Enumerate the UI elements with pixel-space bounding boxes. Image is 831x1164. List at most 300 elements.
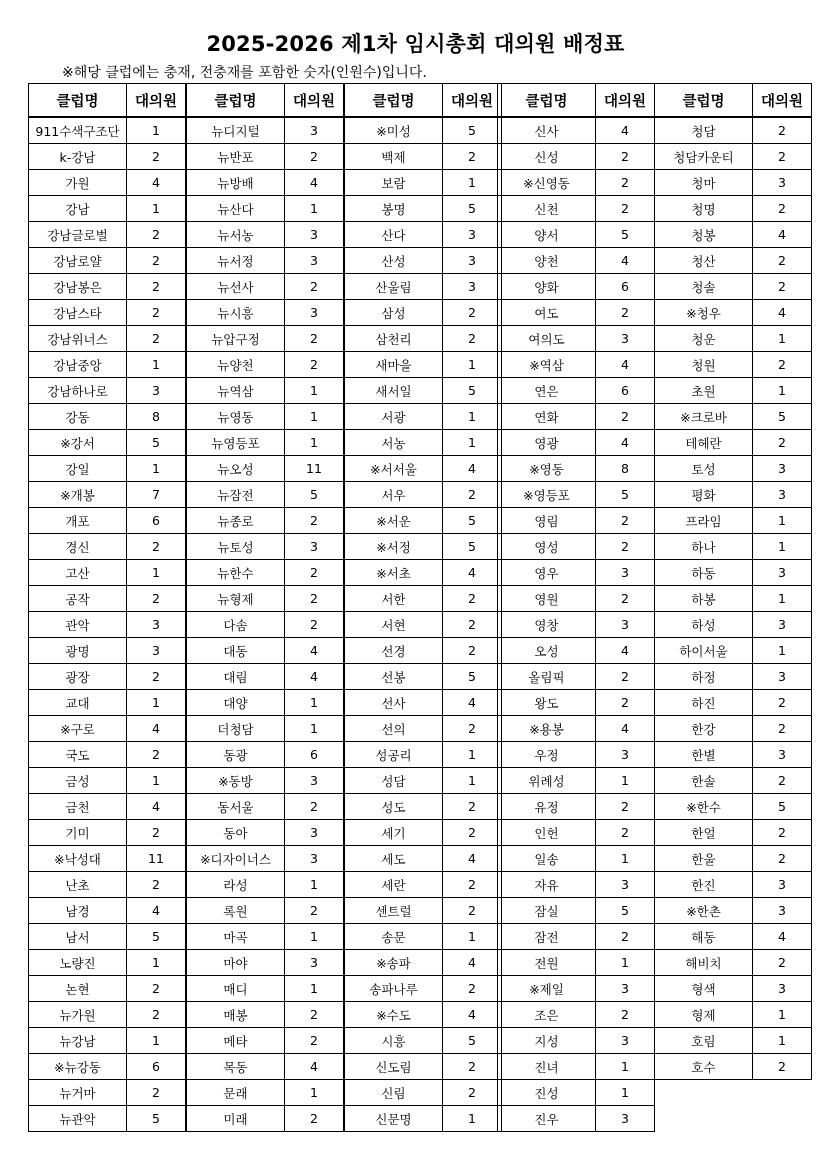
delegate-count: 4 [596,430,655,456]
delegate-count: 4 [596,638,655,664]
table-row [498,404,655,430]
club-name: ※수도 [345,1002,443,1028]
table-row [498,196,655,222]
table-row [29,794,186,820]
delegate-count: 1 [443,1106,502,1132]
delegate-count: 2 [753,430,812,456]
club-name: ※서정 [345,534,443,560]
delegate-count: 2 [127,248,186,274]
delegate-count: 2 [285,1028,344,1054]
club-name: 대양 [187,690,285,716]
club-name: 금천 [29,794,127,820]
delegate-count: 3 [285,820,344,846]
delegate-count: 2 [285,144,344,170]
club-name: 문래 [187,1080,285,1106]
club-name: 삼성 [345,300,443,326]
club-name: ※제일 [498,976,596,1002]
table-row [498,1106,655,1132]
table-row [655,534,812,560]
table-row [187,1080,344,1106]
club-name: 광명 [29,638,127,664]
table-row [655,586,812,612]
delegate-count: 2 [753,690,812,716]
table-row [345,326,502,352]
table-row [187,117,344,144]
table-row [345,638,502,664]
header-club-name: 클럽명 [187,84,285,118]
club-name: 뉴가원 [29,1002,127,1028]
club-name: 뉴방배 [187,170,285,196]
table-row [29,300,186,326]
header-club-name: 클럽명 [345,84,443,118]
club-name: 여의도 [498,326,596,352]
header-delegates: 대의원 [753,84,812,118]
club-name: 청봉 [655,222,753,248]
delegate-count: 4 [127,898,186,924]
club-name: 청운 [655,326,753,352]
table-row [29,976,186,1002]
delegate-count: 1 [443,742,502,768]
table-row [498,170,655,196]
table-row [187,690,344,716]
delegate-count: 2 [443,820,502,846]
delegate-count: 5 [753,404,812,430]
club-name: 난초 [29,872,127,898]
table-row [655,612,812,638]
table-row [498,1080,655,1106]
table-row [187,560,344,586]
club-name: 인헌 [498,820,596,846]
table-row [29,170,186,196]
table-row [345,482,502,508]
table-row [655,248,812,274]
club-name: 호수 [655,1054,753,1080]
table-row [187,378,344,404]
club-name: 뉴토성 [187,534,285,560]
club-name: ※한촌 [655,898,753,924]
club-name: 청담카운티 [655,144,753,170]
club-name: 연은 [498,378,596,404]
club-name: 한솔 [655,768,753,794]
delegate-count: 2 [443,872,502,898]
club-name: 뉴시흥 [187,300,285,326]
table-row [655,898,812,924]
delegate-count: 1 [753,534,812,560]
club-name: 청솔 [655,274,753,300]
club-name: ※디자이너스 [187,846,285,872]
delegate-count: 6 [285,742,344,768]
club-name: 뉴서정 [187,248,285,274]
delegate-count: 3 [753,872,812,898]
table-row [345,742,502,768]
club-name: 한울 [655,846,753,872]
header-club-name: 클럽명 [498,84,596,118]
table-row [187,534,344,560]
table-row [29,612,186,638]
club-name: 남서 [29,924,127,950]
club-name: 뉴역삼 [187,378,285,404]
delegate-count: 1 [285,690,344,716]
delegate-count: 3 [753,170,812,196]
table-row [655,378,812,404]
club-name: 강남 [29,196,127,222]
club-name: 록원 [187,898,285,924]
club-name: 영우 [498,560,596,586]
club-name: 한강 [655,716,753,742]
club-name: 하진 [655,690,753,716]
table-row [187,326,344,352]
delegate-count: 3 [443,222,502,248]
table-row [29,872,186,898]
delegate-count: 2 [443,1054,502,1080]
delegate-count: 4 [596,117,655,144]
club-name: 세란 [345,872,443,898]
club-name: 호림 [655,1028,753,1054]
club-name: 조은 [498,1002,596,1028]
table-row [345,950,502,976]
table-row [498,976,655,1002]
club-name: 토성 [655,456,753,482]
club-name: 공작 [29,586,127,612]
table-row [655,690,812,716]
table-row [345,196,502,222]
club-name: 새마을 [345,352,443,378]
table-header [655,84,812,118]
delegate-count: 11 [127,846,186,872]
delegate-count: 1 [285,976,344,1002]
delegate-count: 1 [443,352,502,378]
delegate-count: 5 [443,378,502,404]
club-name: 잠실 [498,898,596,924]
delegate-count: 1 [285,716,344,742]
table-row [187,248,344,274]
table-row [187,404,344,430]
delegate-count: 1 [753,326,812,352]
table-row [187,456,344,482]
table-row [29,1106,186,1132]
table-row [655,1054,812,1080]
table-row [29,378,186,404]
table-row [655,1002,812,1028]
delegate-count: 3 [596,560,655,586]
delegate-count: 1 [127,196,186,222]
delegate-count: 1 [596,1080,655,1106]
delegate-count: 1 [127,768,186,794]
club-name: 영성 [498,534,596,560]
delegate-count: 5 [443,534,502,560]
table-row [655,976,812,1002]
club-name: 강남위너스 [29,326,127,352]
club-name: ※서운 [345,508,443,534]
delegate-count: 2 [596,586,655,612]
table-row [498,820,655,846]
club-table-1 [28,83,186,1132]
table-row [498,378,655,404]
delegate-count: 2 [753,196,812,222]
table-row [345,872,502,898]
table-row [655,300,812,326]
club-name: 미래 [187,1106,285,1132]
table-row [498,456,655,482]
table-row [655,950,812,976]
delegate-count: 5 [596,482,655,508]
table-row [29,248,186,274]
delegate-count: 2 [596,534,655,560]
table-row [29,820,186,846]
table-row [345,1080,502,1106]
club-name: 광장 [29,664,127,690]
table-row [498,248,655,274]
table-row [498,872,655,898]
delegate-count: 5 [443,117,502,144]
table-row [29,690,186,716]
table-row [29,664,186,690]
table-row [29,456,186,482]
club-name: 대동 [187,638,285,664]
table-row [498,586,655,612]
table-row [29,482,186,508]
club-name: 개포 [29,508,127,534]
club-name: 하성 [655,612,753,638]
table-row [187,482,344,508]
club-name: ※크로바 [655,404,753,430]
delegate-count: 4 [127,170,186,196]
delegate-count: 3 [753,560,812,586]
delegate-count: 2 [443,794,502,820]
delegate-count: 4 [127,716,186,742]
table-row [655,117,812,144]
delegate-count: 1 [596,846,655,872]
delegate-count: 2 [285,1106,344,1132]
delegate-count: 3 [285,846,344,872]
delegate-count: 1 [753,638,812,664]
delegate-count: 1 [285,378,344,404]
club-name: 진우 [498,1106,596,1132]
club-name: 양화 [498,274,596,300]
delegate-count: 5 [127,924,186,950]
delegate-count: 4 [285,170,344,196]
club-name: 국도 [29,742,127,768]
delegate-count: 4 [596,248,655,274]
delegate-count: 4 [753,300,812,326]
table-row [187,274,344,300]
delegate-count: 4 [285,664,344,690]
delegate-count: 4 [285,638,344,664]
delegate-count: 2 [127,742,186,768]
club-name: 해동 [655,924,753,950]
club-name: 영광 [498,430,596,456]
delegate-count: 2 [753,820,812,846]
delegate-count: 4 [443,456,502,482]
delegate-count: 5 [285,482,344,508]
club-name: 해비치 [655,950,753,976]
delegate-count: 5 [443,1028,502,1054]
club-name: ※용봉 [498,716,596,742]
table-row [498,352,655,378]
delegate-count: 3 [443,248,502,274]
header-delegates: 대의원 [596,84,655,118]
club-name: 성도 [345,794,443,820]
club-name: 신도림 [345,1054,443,1080]
table-row [187,430,344,456]
table-row [655,508,812,534]
club-name: 선경 [345,638,443,664]
table-row [498,1028,655,1054]
table-row [655,456,812,482]
table-row [187,1028,344,1054]
delegate-count: 1 [127,950,186,976]
table-row [345,612,502,638]
delegate-count: 2 [285,898,344,924]
table-row [29,716,186,742]
club-name: 강동 [29,404,127,430]
club-name: ※구로 [29,716,127,742]
table-row [345,222,502,248]
table-row [345,1028,502,1054]
table-row [29,638,186,664]
delegate-count: 2 [596,508,655,534]
delegate-count: 2 [127,222,186,248]
table-row [498,326,655,352]
delegate-count: 1 [285,924,344,950]
table-row [655,326,812,352]
club-name: 잠전 [498,924,596,950]
table-row [345,117,502,144]
table-row [29,117,186,144]
delegate-count: 3 [753,456,812,482]
delegate-count: 1 [127,117,186,144]
club-name: 산성 [345,248,443,274]
club-name: 뉴거마 [29,1080,127,1106]
table-row [498,898,655,924]
club-name: 동광 [187,742,285,768]
delegate-count: 1 [127,1028,186,1054]
delegate-count: 3 [753,742,812,768]
club-name: ※영동 [498,456,596,482]
table-row [187,794,344,820]
table-row [655,820,812,846]
club-name: 신림 [345,1080,443,1106]
club-name: 서우 [345,482,443,508]
table-row [498,534,655,560]
club-name: 오성 [498,638,596,664]
delegate-count: 3 [596,326,655,352]
table-row [29,326,186,352]
delegate-count: 4 [443,846,502,872]
delegate-count: 3 [596,976,655,1002]
table-row [187,638,344,664]
club-name: 선사 [345,690,443,716]
delegate-count: 2 [443,612,502,638]
table-row [29,586,186,612]
club-name: 청명 [655,196,753,222]
club-name: 지성 [498,1028,596,1054]
table-row [187,300,344,326]
table-row [345,352,502,378]
table-row [345,404,502,430]
delegate-count: 1 [443,924,502,950]
club-name: 평화 [655,482,753,508]
club-name: 서광 [345,404,443,430]
club-name: 논현 [29,976,127,1002]
table-row [655,144,812,170]
club-name: 시흥 [345,1028,443,1054]
club-name: 강남봉은 [29,274,127,300]
club-name: 뉴종로 [187,508,285,534]
table-row [498,430,655,456]
delegate-count: 2 [127,976,186,1002]
club-name: 프라임 [655,508,753,534]
table-row [655,924,812,950]
table-row [498,274,655,300]
delegate-count: 2 [127,534,186,560]
club-name: 서현 [345,612,443,638]
table-row [498,117,655,144]
club-name: 형색 [655,976,753,1002]
footnote: ※해당 클럽에는 충재, 전충재를 포함한 숫자(인원수)입니다. [62,65,427,81]
delegate-count: 3 [753,976,812,1002]
table-row [29,898,186,924]
delegate-count: 2 [443,144,502,170]
delegate-count: 2 [596,690,655,716]
club-name: 매봉 [187,1002,285,1028]
table-row [655,768,812,794]
club-name: 동아 [187,820,285,846]
table-header [345,84,502,118]
club-name: 한별 [655,742,753,768]
club-name: 노량진 [29,950,127,976]
club-name: 강남스타 [29,300,127,326]
club-name: 송문 [345,924,443,950]
delegate-count: 2 [596,196,655,222]
table-row [29,846,186,872]
club-table-4 [497,83,655,1132]
table-row [29,742,186,768]
delegate-count: 3 [285,300,344,326]
club-name: 우정 [498,742,596,768]
table-row [655,482,812,508]
delegate-count: 3 [285,950,344,976]
club-name: k-강남 [29,144,127,170]
club-name: 뉴강남 [29,1028,127,1054]
club-table-2 [186,83,344,1132]
delegate-count: 1 [127,690,186,716]
table-row [187,1054,344,1080]
table-row [29,1054,186,1080]
table-row [187,352,344,378]
table-row [655,716,812,742]
club-name: 삼천리 [345,326,443,352]
table-row [345,976,502,1002]
table-row [187,508,344,534]
club-name: 고산 [29,560,127,586]
delegate-count: 3 [285,768,344,794]
header-club-name: 클럽명 [655,84,753,118]
table-row [29,768,186,794]
table-row [498,508,655,534]
delegate-count: 5 [596,222,655,248]
delegate-count: 1 [285,1080,344,1106]
club-name: 하나 [655,534,753,560]
delegate-count: 3 [596,1106,655,1132]
table-row [187,924,344,950]
table-row [498,768,655,794]
delegate-count: 1 [127,456,186,482]
club-name: 뉴산다 [187,196,285,222]
table-row [345,664,502,690]
table-row [345,170,502,196]
club-table-5 [654,83,812,1080]
